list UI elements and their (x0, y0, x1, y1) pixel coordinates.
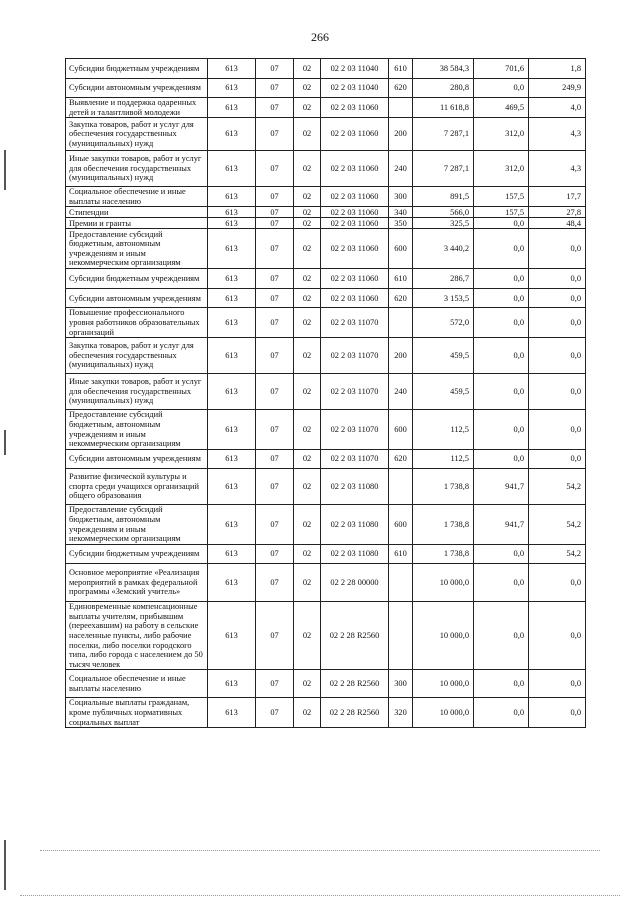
col-amount-2: 312,0 (474, 151, 529, 187)
col-expense-type: 600 (389, 410, 413, 450)
col-subsection: 02 (294, 545, 321, 564)
row-name: Премии и гранты (66, 218, 208, 229)
table-row (66, 698, 586, 728)
col-subsection: 02 (294, 338, 321, 374)
col-amount: 3 153,5 (413, 289, 474, 308)
row-name: Основное мероприятие «Реализация мероприятий в рамках федеральной программы «Земский учитель» (66, 564, 208, 602)
col-ministry: 613 (208, 151, 256, 187)
col-expense-type: 300 (389, 187, 413, 207)
col-section: 07 (256, 410, 294, 450)
row-name: Субсидии автономным учреждениям (66, 79, 208, 98)
col-expense-type: 320 (389, 698, 413, 728)
row-name: Закупка товаров, работ и услуг для обеспечения государственных (муниципальных) нужд (66, 118, 208, 151)
col-ministry: 613 (208, 564, 256, 602)
scan-edge-mark (4, 430, 6, 455)
col-amount-3: 54,2 (529, 505, 586, 545)
col-amount-3: 0,0 (529, 269, 586, 289)
col-amount: 10 000,0 (413, 670, 474, 698)
col-amount-2: 0,0 (474, 289, 529, 308)
row-name: Развитие физической культуры и спорта среди учащихся организаций общего образования (66, 469, 208, 505)
table-row (66, 469, 586, 505)
col-expense-type: 200 (389, 118, 413, 151)
col-section: 07 (256, 79, 294, 98)
col-ministry: 613 (208, 187, 256, 207)
row-name: Иные закупки товаров, работ и услуг для обеспечения государственных (муниципальных) нужд (66, 374, 208, 410)
col-amount-3: 4,3 (529, 118, 586, 151)
col-subsection: 02 (294, 450, 321, 469)
col-expense-type (389, 98, 413, 118)
col-section: 07 (256, 698, 294, 728)
col-ministry: 613 (208, 118, 256, 151)
table-row (66, 545, 586, 564)
col-subsection: 02 (294, 670, 321, 698)
col-subsection: 02 (294, 98, 321, 118)
table-row (66, 151, 586, 187)
col-target-code: 02 2 03 11040 (321, 59, 389, 79)
row-name: Субсидии автономным учреждениям (66, 289, 208, 308)
col-target-code: 02 2 28 R2560 (321, 698, 389, 728)
col-ministry: 613 (208, 545, 256, 564)
col-amount-3: 0,0 (529, 229, 586, 269)
col-subsection: 02 (294, 374, 321, 410)
col-target-code: 02 2 03 11060 (321, 269, 389, 289)
row-name: Единовременные компенсационные выплаты учителям, прибывшим (переехавшим) на работу в сельские населенные пункты, либо рабочие поселки, либо поселки городского типа, либо города с населением до 50 тысяч человек (66, 602, 208, 670)
col-amount-3: 54,2 (529, 545, 586, 564)
col-target-code: 02 2 03 11060 (321, 151, 389, 187)
col-amount-2: 0,0 (474, 670, 529, 698)
col-ministry: 613 (208, 410, 256, 450)
col-amount-3: 0,0 (529, 602, 586, 670)
row-name: Социальное обеспечение и иные выплаты населению (66, 670, 208, 698)
col-subsection: 02 (294, 505, 321, 545)
table-row (66, 308, 586, 338)
col-amount-2: 469,5 (474, 98, 529, 118)
col-amount-2: 0,0 (474, 229, 529, 269)
col-expense-type: 610 (389, 59, 413, 79)
col-subsection: 02 (294, 79, 321, 98)
col-amount-3: 0,0 (529, 410, 586, 450)
col-amount-3: 0,0 (529, 338, 586, 374)
col-target-code: 02 2 03 11060 (321, 98, 389, 118)
col-amount-2: 0,0 (474, 79, 529, 98)
row-name: Социальное обеспечение и иные выплаты населению (66, 187, 208, 207)
col-amount-3: 0,0 (529, 308, 586, 338)
table-row (66, 450, 586, 469)
table-row (66, 187, 586, 207)
col-amount-3: 1,8 (529, 59, 586, 79)
col-amount-2: 0,0 (474, 338, 529, 374)
row-name: Закупка товаров, работ и услуг для обеспечения государственных (муниципальных) нужд (66, 338, 208, 374)
col-amount-2: 0,0 (474, 602, 529, 670)
page-number: 266 (311, 30, 329, 44)
col-section: 07 (256, 545, 294, 564)
col-expense-type: 620 (389, 79, 413, 98)
table-row (66, 229, 586, 269)
col-target-code: 02 2 03 11070 (321, 410, 389, 450)
col-amount-3: 0,0 (529, 450, 586, 469)
col-amount-3: 17,7 (529, 187, 586, 207)
col-amount: 459,5 (413, 338, 474, 374)
col-amount-3: 4,0 (529, 98, 586, 118)
col-amount-2: 0,0 (474, 450, 529, 469)
col-subsection: 02 (294, 59, 321, 79)
col-amount-3: 0,0 (529, 289, 586, 308)
table-row (66, 602, 586, 670)
col-subsection: 02 (294, 151, 321, 187)
col-section: 07 (256, 207, 294, 218)
scan-artifact-line (40, 850, 600, 851)
row-name: Субсидии бюджетным учреждениям (66, 59, 208, 79)
col-amount-2: 0,0 (474, 564, 529, 602)
col-expense-type: 300 (389, 670, 413, 698)
col-subsection: 02 (294, 187, 321, 207)
table-row (66, 564, 586, 602)
col-amount-2: 0,0 (474, 269, 529, 289)
table-row (66, 118, 586, 151)
col-subsection: 02 (294, 564, 321, 602)
col-subsection: 02 (294, 308, 321, 338)
col-amount: 11 618,8 (413, 98, 474, 118)
col-amount-3: 0,0 (529, 374, 586, 410)
col-section: 07 (256, 602, 294, 670)
col-expense-type: 610 (389, 545, 413, 564)
col-amount: 572,0 (413, 308, 474, 338)
table-row (66, 98, 586, 118)
table-row (66, 670, 586, 698)
col-amount: 566,0 (413, 207, 474, 218)
table-row (66, 79, 586, 98)
col-target-code: 02 2 03 11060 (321, 118, 389, 151)
col-expense-type: 600 (389, 505, 413, 545)
col-target-code: 02 2 03 11060 (321, 229, 389, 269)
col-amount-3: 0,0 (529, 564, 586, 602)
col-expense-type: 240 (389, 374, 413, 410)
col-amount-3: 48,4 (529, 218, 586, 229)
col-amount-3: 54,2 (529, 469, 586, 505)
col-subsection: 02 (294, 289, 321, 308)
col-amount: 38 584,3 (413, 59, 474, 79)
col-target-code: 02 2 28 00000 (321, 564, 389, 602)
col-expense-type: 620 (389, 450, 413, 469)
col-amount-2: 157,5 (474, 207, 529, 218)
col-target-code: 02 2 03 11080 (321, 469, 389, 505)
col-expense-type: 240 (389, 151, 413, 187)
col-section: 07 (256, 505, 294, 545)
col-section: 07 (256, 229, 294, 269)
col-ministry: 613 (208, 98, 256, 118)
table-row (66, 505, 586, 545)
col-amount: 325,5 (413, 218, 474, 229)
col-target-code: 02 2 03 11080 (321, 545, 389, 564)
table-row (66, 374, 586, 410)
col-target-code: 02 2 28 R2560 (321, 670, 389, 698)
row-name: Предоставление субсидий бюджетным, автономным учреждениям и иным некоммерческим организациям (66, 410, 208, 450)
col-amount: 112,5 (413, 450, 474, 469)
col-target-code: 02 2 03 11070 (321, 308, 389, 338)
col-amount-2: 0,0 (474, 410, 529, 450)
col-amount: 7 287,1 (413, 118, 474, 151)
col-expense-type: 600 (389, 229, 413, 269)
col-section: 07 (256, 269, 294, 289)
col-ministry: 613 (208, 59, 256, 79)
col-subsection: 02 (294, 698, 321, 728)
col-amount-2: 157,5 (474, 187, 529, 207)
col-subsection: 02 (294, 207, 321, 218)
col-subsection: 02 (294, 469, 321, 505)
row-name: Субсидии автономным учреждениям (66, 450, 208, 469)
col-section: 07 (256, 308, 294, 338)
col-target-code: 02 2 03 11060 (321, 218, 389, 229)
table-row (66, 410, 586, 450)
col-ministry: 613 (208, 670, 256, 698)
col-target-code: 02 2 03 11070 (321, 374, 389, 410)
col-target-code: 02 2 03 11040 (321, 79, 389, 98)
col-amount: 1 738,8 (413, 545, 474, 564)
col-amount-2: 0,0 (474, 308, 529, 338)
table-row (66, 338, 586, 374)
budget-table (65, 58, 586, 728)
col-ministry: 613 (208, 602, 256, 670)
table-row (66, 218, 586, 229)
col-amount-3: 27,8 (529, 207, 586, 218)
row-name: Социальные выплаты гражданам, кроме публичных нормативных социальных выплат (66, 698, 208, 728)
budget-table-body (66, 59, 586, 728)
col-target-code: 02 2 28 R2560 (321, 602, 389, 670)
col-target-code: 02 2 03 11060 (321, 187, 389, 207)
row-name: Субсидии бюджетным учреждениям (66, 545, 208, 564)
col-ministry: 613 (208, 269, 256, 289)
col-subsection: 02 (294, 229, 321, 269)
col-target-code: 02 2 03 11060 (321, 289, 389, 308)
row-name: Предоставление субсидий бюджетным, автономным учреждениям и иным некоммерческим организациям (66, 229, 208, 269)
col-expense-type: 340 (389, 207, 413, 218)
col-subsection: 02 (294, 269, 321, 289)
col-section: 07 (256, 670, 294, 698)
col-section: 07 (256, 98, 294, 118)
col-amount: 10 000,0 (413, 602, 474, 670)
col-section: 07 (256, 374, 294, 410)
col-expense-type (389, 469, 413, 505)
col-target-code: 02 2 03 11070 (321, 450, 389, 469)
col-amount-2: 701,6 (474, 59, 529, 79)
col-amount-2: 0,0 (474, 218, 529, 229)
col-ministry: 613 (208, 698, 256, 728)
table-row (66, 289, 586, 308)
col-amount-3: 0,0 (529, 670, 586, 698)
scan-edge-mark (4, 840, 6, 890)
col-amount: 10 000,0 (413, 698, 474, 728)
col-amount-2: 0,0 (474, 545, 529, 564)
col-section: 07 (256, 564, 294, 602)
col-subsection: 02 (294, 410, 321, 450)
col-section: 07 (256, 59, 294, 79)
col-target-code: 02 2 03 11080 (321, 505, 389, 545)
col-ministry: 613 (208, 218, 256, 229)
col-section: 07 (256, 338, 294, 374)
col-expense-type (389, 308, 413, 338)
col-ministry: 613 (208, 505, 256, 545)
col-ministry: 613 (208, 469, 256, 505)
table-row (66, 59, 586, 79)
col-expense-type (389, 602, 413, 670)
row-name: Выявление и поддержка одаренных детей и талантливой молодежи (66, 98, 208, 118)
col-expense-type: 610 (389, 269, 413, 289)
col-section: 07 (256, 469, 294, 505)
col-amount: 3 440,2 (413, 229, 474, 269)
col-ministry: 613 (208, 450, 256, 469)
row-name: Повышение профессионального уровня работников образовательных организаций (66, 308, 208, 338)
row-name: Иные закупки товаров, работ и услуг для обеспечения государственных (муниципальных) нужд (66, 151, 208, 187)
col-ministry: 613 (208, 207, 256, 218)
col-amount: 1 738,8 (413, 505, 474, 545)
col-amount: 10 000,0 (413, 564, 474, 602)
scan-edge-mark (4, 150, 6, 190)
col-section: 07 (256, 218, 294, 229)
col-amount: 7 287,1 (413, 151, 474, 187)
col-ministry: 613 (208, 374, 256, 410)
col-ministry: 613 (208, 308, 256, 338)
col-amount-2: 0,0 (474, 698, 529, 728)
table-row (66, 269, 586, 289)
row-name: Стипендии (66, 207, 208, 218)
col-amount-2: 0,0 (474, 374, 529, 410)
col-subsection: 02 (294, 602, 321, 670)
row-name: Субсидии бюджетным учреждениям (66, 269, 208, 289)
col-amount: 280,8 (413, 79, 474, 98)
col-amount-2: 941,7 (474, 469, 529, 505)
col-section: 07 (256, 187, 294, 207)
col-section: 07 (256, 118, 294, 151)
col-amount-3: 249,9 (529, 79, 586, 98)
col-amount: 1 738,8 (413, 469, 474, 505)
col-target-code: 02 2 03 11070 (321, 338, 389, 374)
col-section: 07 (256, 151, 294, 187)
table-row (66, 207, 586, 218)
col-amount: 459,5 (413, 374, 474, 410)
col-amount-3: 4,3 (529, 151, 586, 187)
col-expense-type: 350 (389, 218, 413, 229)
col-amount: 286,7 (413, 269, 474, 289)
col-expense-type: 200 (389, 338, 413, 374)
col-amount: 112,5 (413, 410, 474, 450)
col-ministry: 613 (208, 338, 256, 374)
col-subsection: 02 (294, 118, 321, 151)
col-amount-2: 941,7 (474, 505, 529, 545)
row-name: Предоставление субсидий бюджетным, автономным учреждениям и иным некоммерческим организациям (66, 505, 208, 545)
col-target-code: 02 2 03 11060 (321, 207, 389, 218)
col-ministry: 613 (208, 289, 256, 308)
col-amount-3: 0,0 (529, 698, 586, 728)
col-expense-type: 620 (389, 289, 413, 308)
col-amount-2: 312,0 (474, 118, 529, 151)
col-ministry: 613 (208, 229, 256, 269)
col-section: 07 (256, 289, 294, 308)
col-amount: 891,5 (413, 187, 474, 207)
col-ministry: 613 (208, 79, 256, 98)
col-section: 07 (256, 450, 294, 469)
scan-artifact-line (20, 895, 620, 896)
col-expense-type (389, 564, 413, 602)
col-subsection: 02 (294, 218, 321, 229)
